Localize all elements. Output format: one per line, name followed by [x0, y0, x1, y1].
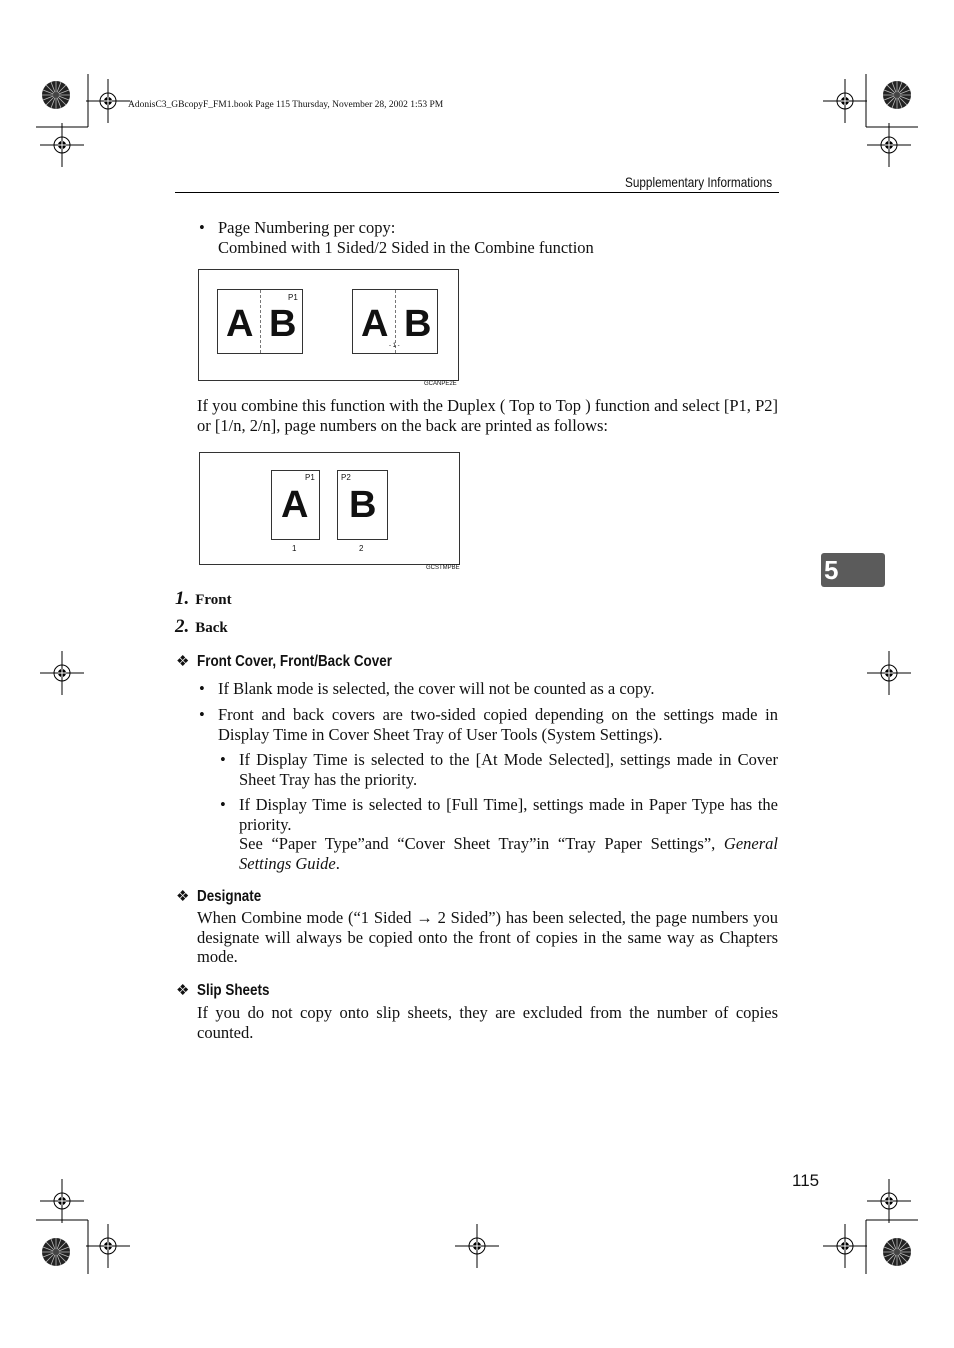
figure-combine-1sided	[198, 269, 459, 381]
slip-text: If you do not copy onto slip sheets, they are excluded from the number of copies counted.	[197, 1003, 778, 1042]
section-title: Slip Sheets	[197, 982, 270, 999]
page-label-p2: P2	[341, 473, 351, 482]
section-title: Front Cover, Front/Back Cover	[197, 653, 392, 670]
page-label-number: - 1 -	[389, 343, 400, 349]
figure-code-2: GCSTMPBE	[426, 565, 460, 571]
cover-subbullet-1: • If Display Time is selected to the [At Mode Selected], settings made in Cover Sheet Tray has the priority.	[239, 750, 778, 789]
callout-2: 2	[359, 544, 364, 553]
chapter-tab	[821, 553, 885, 587]
subbullet-text: • If Display Time is selected to [Full Time], settings made in Paper Type has the priority.	[239, 795, 778, 834]
page-label-p1: P1	[288, 293, 298, 302]
guide-title: General Settings Guide	[239, 834, 778, 873]
cover-bullet-1: • If Blank mode is selected, the cover will not be counted as a copy.	[218, 679, 778, 699]
combined-sheet-left	[217, 289, 303, 354]
cover-subbullet-2	[239, 795, 778, 873]
back-page	[337, 470, 388, 540]
header-rule	[175, 192, 779, 193]
legend-item-front: 1. Front	[175, 588, 232, 609]
callout-1: 1	[292, 544, 297, 553]
page-label-p1: P1	[305, 473, 315, 482]
letter-a: A	[361, 303, 389, 345]
diamond-icon: ❖	[176, 654, 190, 670]
intro-line-2: Combined with 1 Sided/2 Sided in the Combine function	[218, 237, 594, 257]
combined-sheet-right	[352, 289, 438, 354]
cover-bullet-2: • Front and back covers are two-sided copied depending on the settings made in Display Time in Cover Sheet Tray of User Tools (System Settings).	[218, 705, 778, 744]
page-number: 115	[792, 1171, 820, 1190]
legend-item-back: 2. Back	[175, 616, 228, 637]
designate-text: When Combine mode (“1 Sided → 2 Sided”) has been selected, the page numbers you designate will always be copied onto the front of copies in the same way as Chapters mode.	[197, 908, 778, 966]
figure-code-1: GCANPE2E	[424, 381, 457, 387]
intro-line-1: • Page Numbering per copy:	[218, 218, 396, 237]
see-reference: See “Paper Type”and “Cover Sheet Tray”in “Tray Paper Settings”, General Settings Guide.	[239, 834, 778, 873]
letter-b: B	[349, 484, 377, 526]
intro-bullet	[218, 218, 778, 257]
diamond-icon: ❖	[176, 889, 190, 905]
letter-b: B	[404, 303, 432, 345]
chapter-number: 5	[824, 555, 839, 585]
letter-a: A	[281, 484, 309, 526]
file-info: AdonisC3_GBcopyF_FM1.book Page 115 Thursday, November 28, 2002 1:53 PM	[128, 100, 444, 110]
diamond-icon: ❖	[176, 983, 190, 999]
letter-b: B	[269, 303, 297, 345]
front-page	[271, 470, 320, 540]
section-title: Designate	[197, 888, 262, 905]
figure-duplex-pages	[199, 452, 460, 565]
running-title: Supplementary Informations	[625, 174, 773, 190]
sunburst-mark	[42, 81, 70, 109]
duplex-paragraph: If you combine this function with the Duplex ( Top to Top ) function and select [P1, P2] or [1/n, 2/n], page numbers on the back are printed as follows:	[197, 396, 778, 435]
letter-a: A	[226, 303, 254, 345]
